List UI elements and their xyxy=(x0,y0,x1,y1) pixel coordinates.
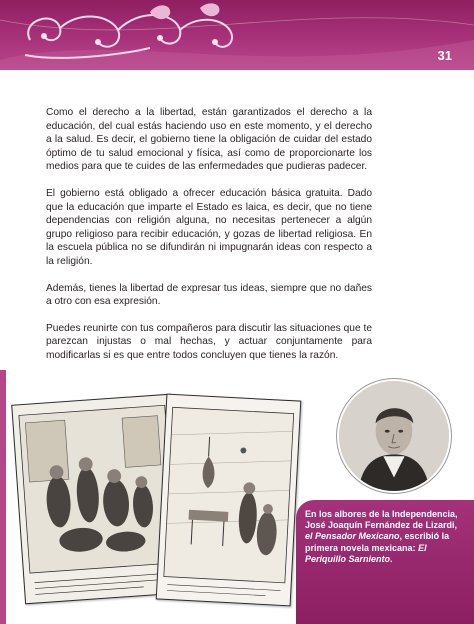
flourish-ornament-icon xyxy=(0,0,270,70)
engraving-interior-illustration xyxy=(156,394,302,607)
paragraph-assembly: Puedes reunirte con tus compañeros para discutir las situaciones que te parezcan injustas o mal hechas, y actuar conjuntamente para modificarlas si es que entre todos concluyen que tienes la razón. xyxy=(46,322,372,361)
portrait-icon xyxy=(339,381,449,491)
caption-end: . xyxy=(390,553,393,564)
paragraph-secular-education: El gobierno está obligado a ofrecer educación básica gratuita. Dado que la educación que imparte el Estado es laica, es decir, que no tiene dependencias con religión alguna, no necesitas pertenecer a algún grupo religioso para recibir educación, y gozas de libertad religiosa. En la escuela pública no se difundirán ni impugnarán ideas con respecto a la religión. xyxy=(46,187,372,267)
caption-text xyxy=(305,509,465,565)
caption-line-1: En los albores de la Independencia, José Joaquín Fernández de Lizardi, xyxy=(305,509,458,531)
paragraph-free-expression: Además, tienes la libertad de expresar tus ideas, siempre que no dañes a otro con esa expresión. xyxy=(46,282,372,308)
portrait-lizardi xyxy=(337,379,451,493)
engraving-interior-icon xyxy=(157,395,300,606)
caption-italic-pensador: el Pensador Mexicano xyxy=(305,531,400,542)
body-text xyxy=(46,106,372,376)
page-number: 31 xyxy=(437,48,452,63)
left-accent-bar xyxy=(0,370,6,624)
paragraph-health-education: Como el derecho a la libertad, están garantizados el derecho a la educación, del cual estás haciendo uso en este momento, y el derecho a la salud. Es decir, el gobierno tiene la obligación de cuidar del estado óptimo de tu salud emocional y física, así como de proporcionarte los medios para que te cuides de las enfermedades que pudieras padecer. xyxy=(46,107,372,173)
caption-line-2: , escribió la primera novela mexicana: xyxy=(305,531,450,553)
caption-italic-periquillo: El Periquillo Sarniento xyxy=(305,542,427,564)
